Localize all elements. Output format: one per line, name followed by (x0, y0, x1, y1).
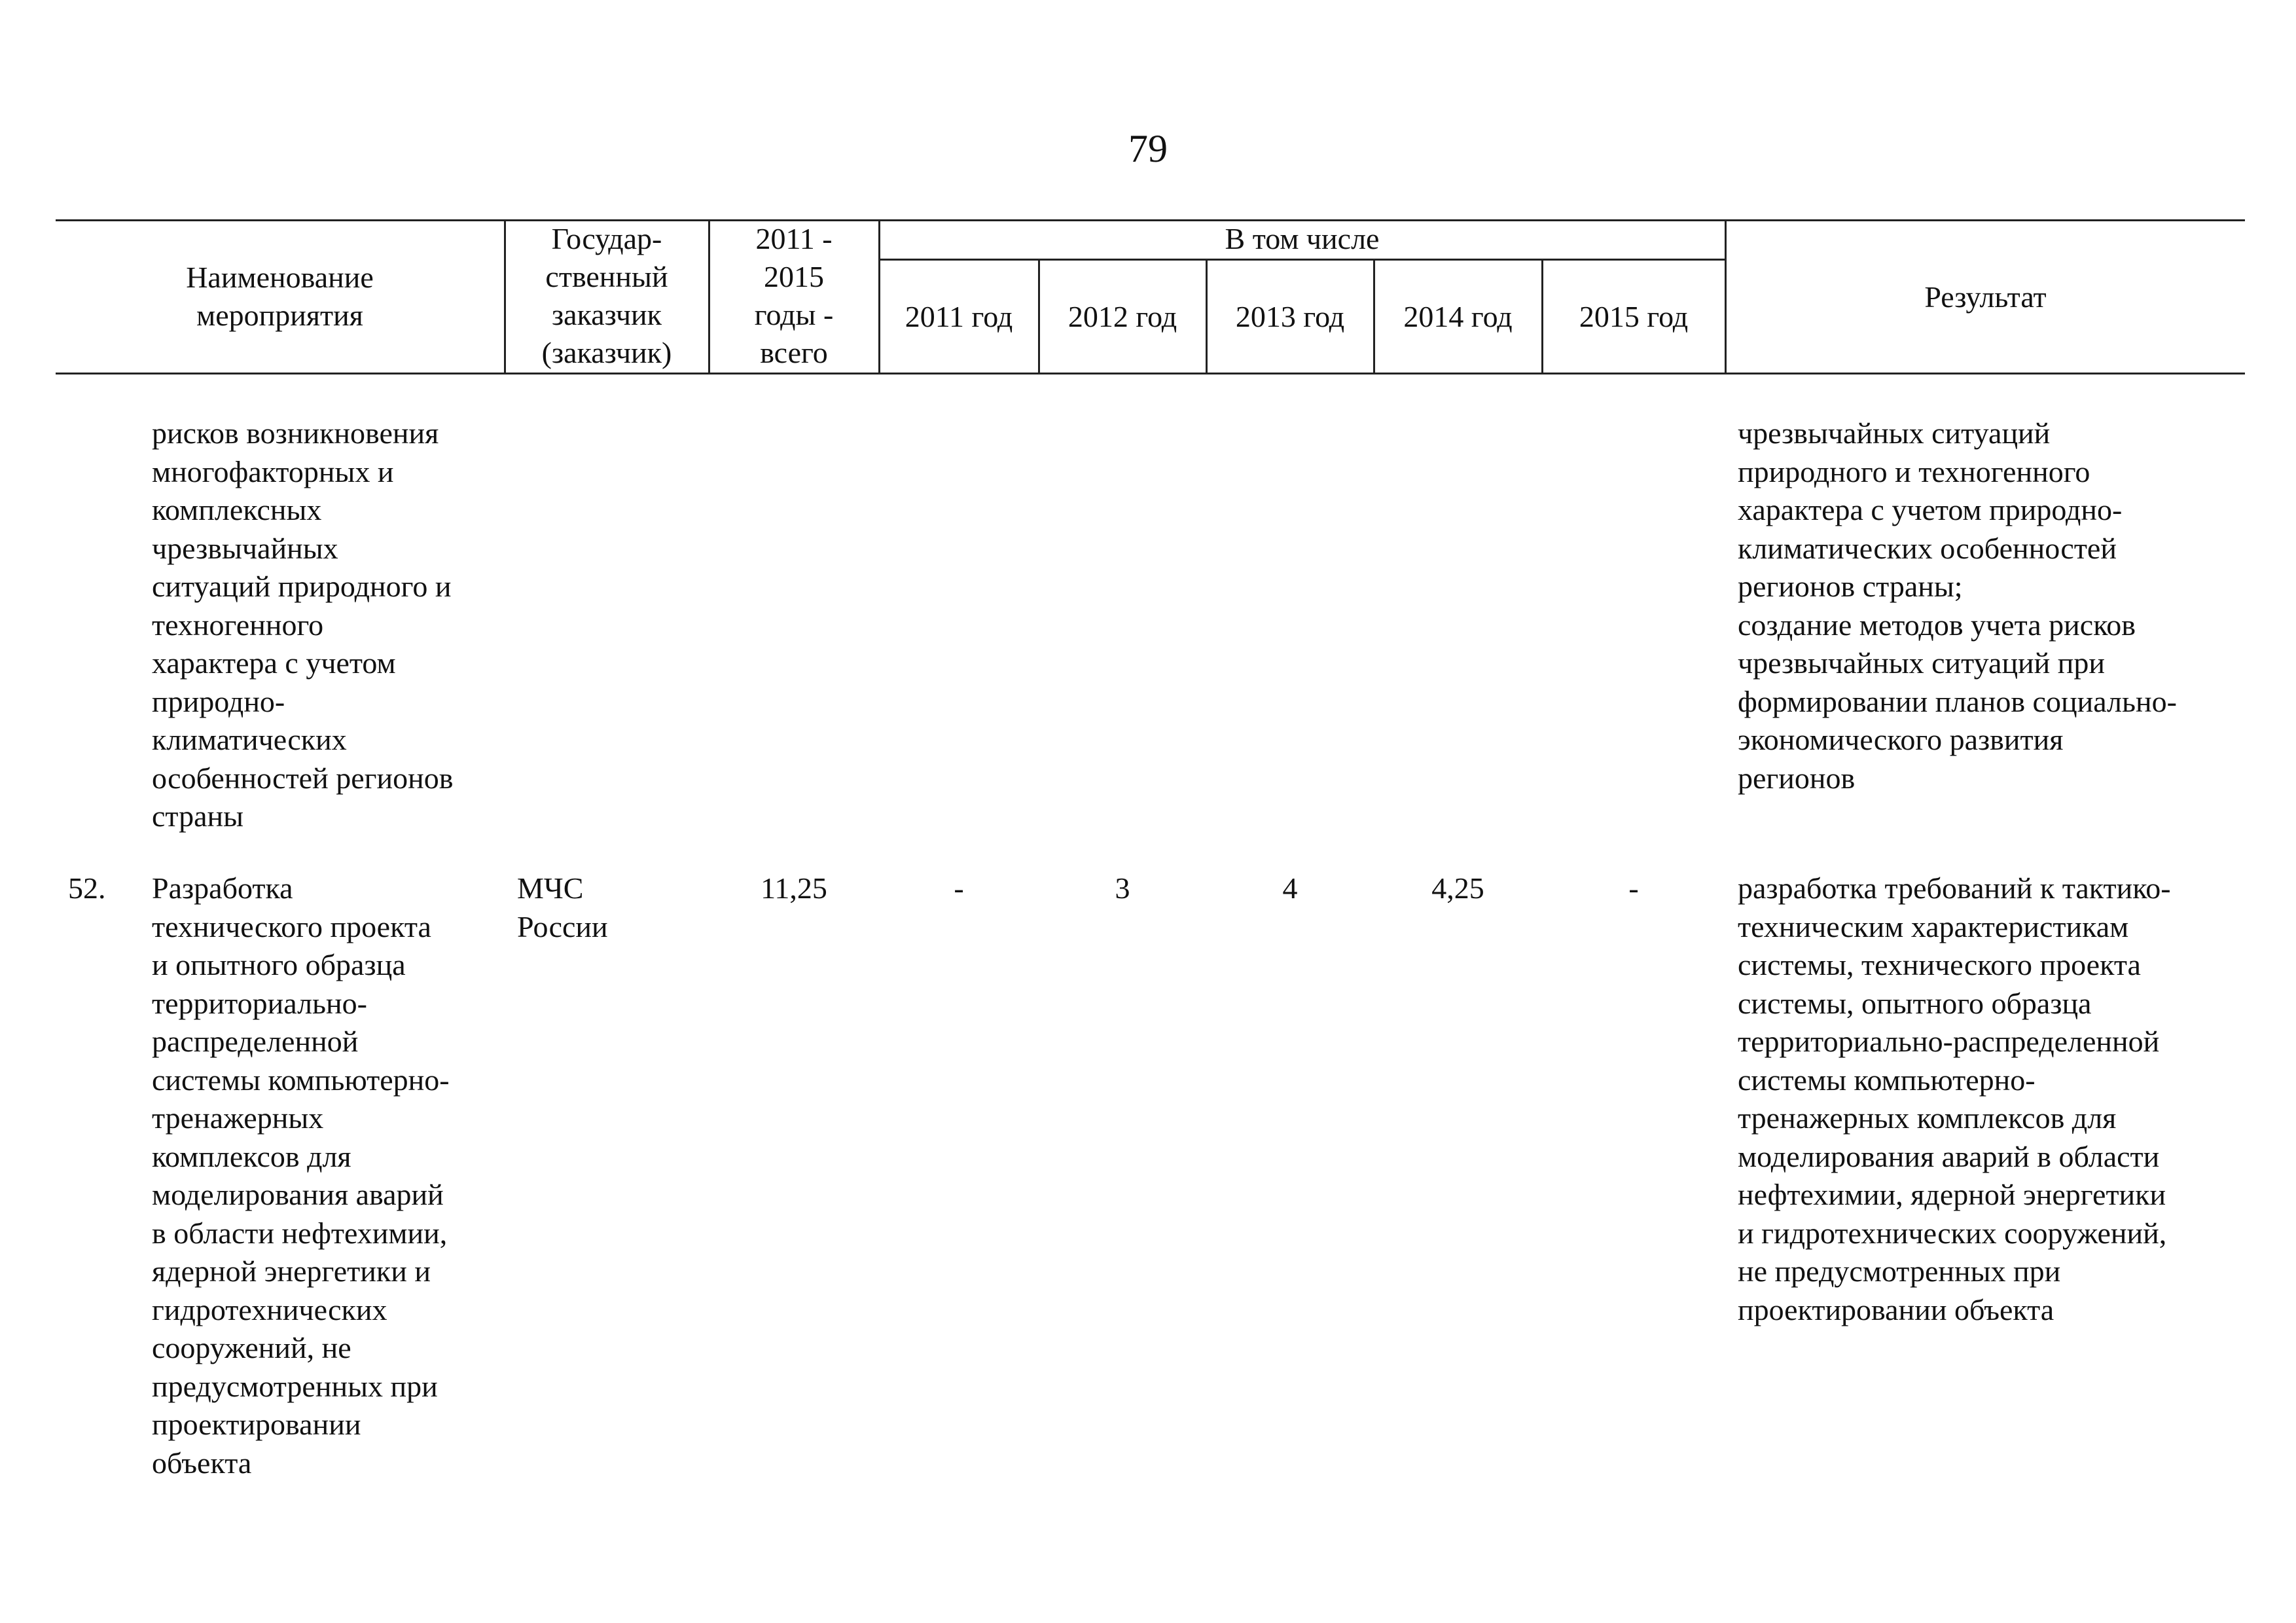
row-year-2012: 3 (1115, 871, 1130, 905)
header-name: Наименование мероприятия (186, 261, 374, 332)
header-bottom-rule (56, 373, 2245, 374)
row-number: 52. (68, 871, 106, 905)
including-subrule (878, 259, 1725, 261)
row-year-2014: 4,25 (1431, 871, 1484, 905)
header-year-2014: 2014 год (1403, 300, 1513, 333)
header-year-2012: 2012 год (1067, 300, 1177, 333)
row-total: 11,25 (761, 871, 827, 905)
header-year-2011: 2011 год (905, 300, 1013, 333)
header-total: 2011 - 2015 годы - всего (754, 222, 834, 369)
header-year-2013: 2013 год (1235, 300, 1345, 333)
row-name: рисков возникновения многофакторных и комплексных чрезвычайных ситуаций природного и техногенного характера с учетом природно- климатических особенностей регионов страны (152, 416, 454, 833)
header-customer: Государ- ственный заказчик (заказчик) (541, 222, 672, 369)
header-result: Результат (1924, 280, 2047, 314)
row-name: Разработка технического проекта и опытного образца территориально- распределенной системы компьютерно- тренажерных комплексов для моделирования аварий в области нефтехимии, ядерной энергетики и гидротехнических сооружений, не предусмотренных при проектировании объекта (152, 871, 450, 1480)
page-number: 79 (1128, 127, 1168, 170)
row-customer: МЧС России (517, 871, 608, 943)
row-result: чрезвычайных ситуаций природного и техногенного характера с учетом природно- климатических особенностей регионов страны; создание методов учета рисков чрезвычайных ситуаций при формировании планов социально- экономического развития регионов (1738, 416, 2177, 795)
row-year-2015: - (1628, 871, 1639, 905)
header-including: В том числе (1225, 222, 1380, 255)
header-year-2015: 2015 год (1579, 300, 1689, 333)
row-year-2013: 4 (1282, 871, 1298, 905)
row-result: разработка требований к тактико- техническим характеристикам системы, технического проекта системы, опытного образца территориально-распределенной системы компьютерно- тренажерных комплексов для моделирования аварий в области нефтехимии, ядерной энергетики и гидротехнических сооружений, не предусмотренных при проектировании объекта (1738, 871, 2171, 1326)
row-year-2011: - (954, 871, 964, 905)
